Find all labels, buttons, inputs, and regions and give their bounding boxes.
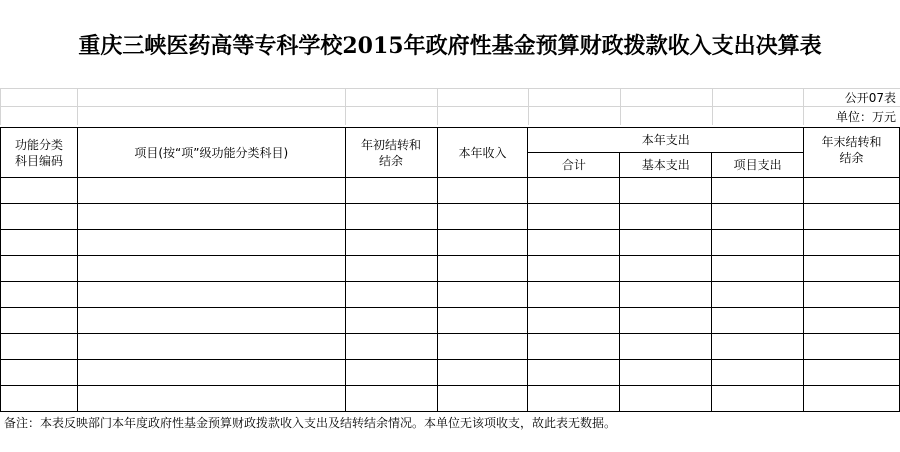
- table-cell[interactable]: [804, 360, 900, 386]
- table-cell[interactable]: [528, 334, 620, 360]
- table-cell[interactable]: [528, 308, 620, 334]
- table-cell[interactable]: [804, 308, 900, 334]
- table-body: [1, 178, 900, 412]
- table-cell[interactable]: [528, 386, 620, 412]
- header-end-balance[interactable]: 年末结转和 结余: [804, 128, 900, 178]
- table-cell[interactable]: [1, 204, 78, 230]
- table-cell[interactable]: [1, 386, 78, 412]
- table-cell[interactable]: [437, 386, 528, 412]
- table-cell[interactable]: [345, 230, 437, 256]
- table-cell[interactable]: [620, 360, 712, 386]
- table-cell[interactable]: [528, 230, 620, 256]
- header-expense-total[interactable]: 合计: [528, 153, 620, 178]
- table-cell[interactable]: [804, 386, 900, 412]
- table-cell[interactable]: [804, 282, 900, 308]
- table-cell[interactable]: [77, 178, 345, 204]
- table-cell[interactable]: [620, 386, 712, 412]
- header-begin-balance[interactable]: 年初结转和 结余: [345, 128, 437, 178]
- table-cell[interactable]: [345, 386, 437, 412]
- table-cell[interactable]: [1, 178, 78, 204]
- table-row: [1, 230, 900, 256]
- table-cell[interactable]: [804, 178, 900, 204]
- cell[interactable]: [712, 89, 804, 107]
- header-expense-basic[interactable]: 基本支出: [620, 153, 712, 178]
- cell[interactable]: [1, 107, 78, 126]
- table-cell[interactable]: [528, 360, 620, 386]
- cell[interactable]: [712, 107, 804, 126]
- table-cell[interactable]: [77, 308, 345, 334]
- cell[interactable]: [528, 107, 620, 126]
- cell[interactable]: [77, 107, 345, 126]
- cell[interactable]: [1, 89, 78, 107]
- cell[interactable]: [437, 107, 528, 126]
- cell[interactable]: [437, 89, 528, 107]
- table-row: [1, 386, 900, 412]
- table-cell[interactable]: [345, 204, 437, 230]
- table-cell[interactable]: [712, 178, 804, 204]
- table-cell[interactable]: [345, 282, 437, 308]
- table-cell[interactable]: [620, 178, 712, 204]
- table-row: [1, 256, 900, 282]
- table-cell[interactable]: [77, 230, 345, 256]
- table-cell[interactable]: [1, 230, 78, 256]
- table-cell[interactable]: [528, 178, 620, 204]
- table-row: [1, 204, 900, 230]
- table-row: [1, 178, 900, 204]
- table-cell[interactable]: [620, 204, 712, 230]
- header-income[interactable]: 本年收入: [437, 128, 528, 178]
- table-cell[interactable]: [77, 360, 345, 386]
- table-cell[interactable]: [77, 386, 345, 412]
- table-row: [1, 334, 900, 360]
- table-cell[interactable]: [1, 256, 78, 282]
- table-cell[interactable]: [804, 256, 900, 282]
- table-cell[interactable]: [712, 204, 804, 230]
- table-cell[interactable]: [437, 282, 528, 308]
- table-cell[interactable]: [620, 308, 712, 334]
- table-cell[interactable]: [77, 334, 345, 360]
- table-cell[interactable]: [712, 230, 804, 256]
- table-cell[interactable]: [77, 282, 345, 308]
- table-cell[interactable]: [804, 204, 900, 230]
- cell[interactable]: [620, 107, 712, 126]
- table-cell[interactable]: [345, 256, 437, 282]
- table-cell[interactable]: [712, 256, 804, 282]
- table-cell[interactable]: [437, 204, 528, 230]
- table-cell[interactable]: [712, 360, 804, 386]
- table-cell[interactable]: [528, 204, 620, 230]
- table-cell[interactable]: [1, 308, 78, 334]
- table-cell[interactable]: [1, 360, 78, 386]
- cell[interactable]: [345, 107, 437, 126]
- page-title: 重庆三峡医药高等专科学校2015年政府性基金预算财政拨款收入支出决算表: [78, 32, 822, 59]
- table-cell[interactable]: [345, 360, 437, 386]
- table-row: [1, 308, 900, 334]
- cell[interactable]: [528, 89, 620, 107]
- table-cell[interactable]: [528, 282, 620, 308]
- table-cell[interactable]: [437, 308, 528, 334]
- header-function-code[interactable]: 功能分类 科目编码: [1, 128, 78, 178]
- table-cell[interactable]: [620, 334, 712, 360]
- table-cell[interactable]: [1, 334, 78, 360]
- table-cell[interactable]: [712, 308, 804, 334]
- unit-label[interactable]: 单位：万元: [804, 107, 900, 126]
- cell[interactable]: [345, 89, 437, 107]
- table-cell[interactable]: [437, 230, 528, 256]
- table-cell[interactable]: [712, 386, 804, 412]
- header-item[interactable]: 项目(按“项”级功能分类科目): [77, 128, 345, 178]
- table-cell[interactable]: [804, 334, 900, 360]
- cell[interactable]: [77, 89, 345, 107]
- footnote[interactable]: 备注：本表反映部门本年度政府性基金预算财政拨款收入支出及结转结余情况。本单位无该项收支，故此表无数据。: [4, 416, 617, 430]
- table-cell[interactable]: [437, 178, 528, 204]
- table-cell[interactable]: [1, 282, 78, 308]
- table-row: [1, 282, 900, 308]
- table-cell[interactable]: [345, 178, 437, 204]
- table-cell[interactable]: [620, 230, 712, 256]
- table-code[interactable]: 公开07表: [804, 89, 900, 107]
- table-cell[interactable]: [437, 334, 528, 360]
- table-cell[interactable]: [620, 256, 712, 282]
- meta-grid: [0, 88, 900, 125]
- table-cell[interactable]: [712, 334, 804, 360]
- table-cell[interactable]: [437, 256, 528, 282]
- table-cell[interactable]: [804, 230, 900, 256]
- table-cell[interactable]: [620, 282, 712, 308]
- table-cell[interactable]: [77, 204, 345, 230]
- budget-table: [0, 127, 900, 412]
- table-cell[interactable]: [345, 308, 437, 334]
- table-cell[interactable]: [712, 282, 804, 308]
- table-cell[interactable]: [345, 334, 437, 360]
- table-row: [1, 360, 900, 386]
- header-expense[interactable]: 本年支出: [528, 128, 804, 153]
- header-expense-project[interactable]: 项目支出: [712, 153, 804, 178]
- cell[interactable]: [620, 89, 712, 107]
- table-cell[interactable]: [77, 256, 345, 282]
- table-cell[interactable]: [528, 256, 620, 282]
- table-cell[interactable]: [437, 360, 528, 386]
